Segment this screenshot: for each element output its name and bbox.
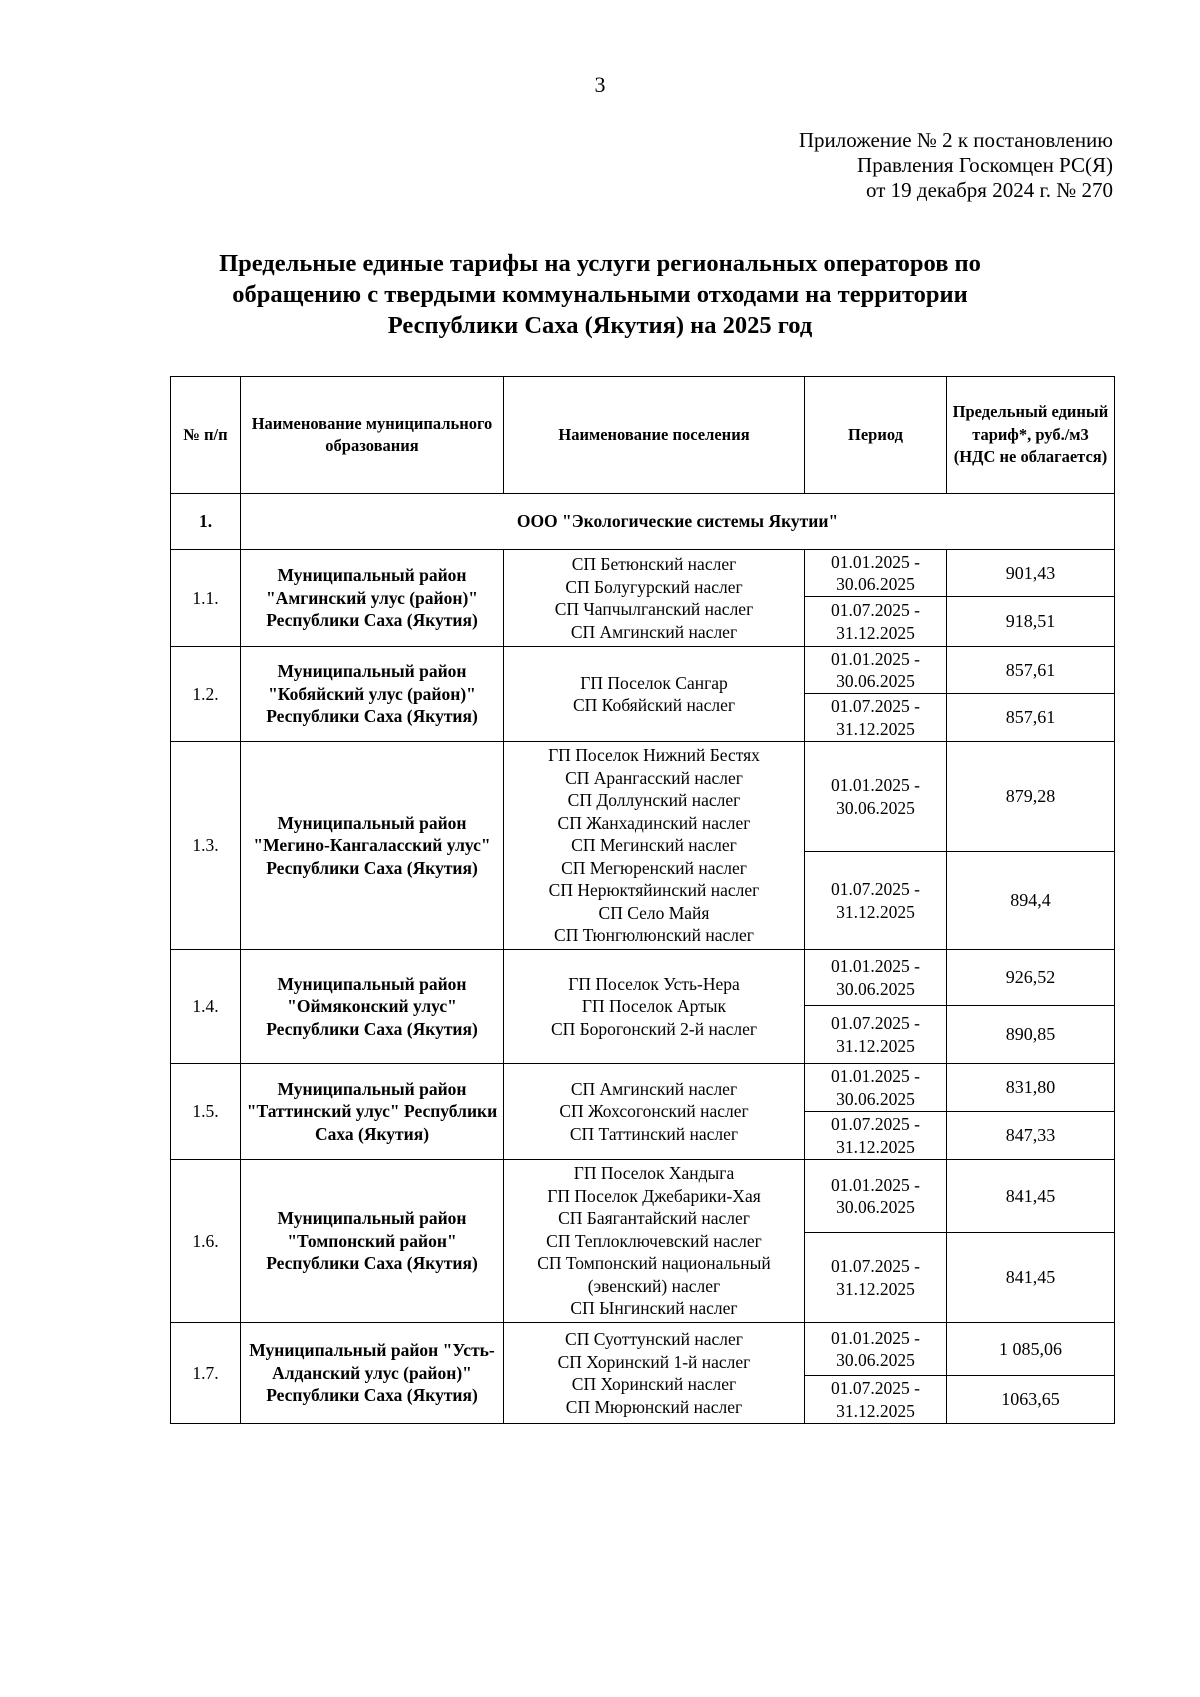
period-range: 01.01.2025 - 30.06.2025 <box>805 1160 947 1233</box>
settlement-item: СП Амгинский наслег <box>570 1078 738 1099</box>
period-range: 01.01.2025 - 30.06.2025 <box>805 1064 947 1112</box>
row-number: 1.3. <box>171 742 241 950</box>
title-line-3: Республики Саха (Якутия) на 2025 год <box>387 312 813 339</box>
settlement-item: СП Нерюктяйинский наслег <box>548 880 760 901</box>
settlement-item: СП Село Майя <box>598 902 710 923</box>
period-range: 01.07.2025 - 31.12.2025 <box>805 694 947 742</box>
document-title <box>120 248 1080 341</box>
table-row <box>171 647 1115 694</box>
settlement-item: СП Кобяйский наслег <box>572 695 736 715</box>
row-number: 1.4. <box>171 950 241 1064</box>
settlement-item: ГП Поселок Нижний Бестях <box>548 745 760 766</box>
header-num: № п/п <box>171 377 241 494</box>
settlement-item: СП Чапчылганский наслег <box>554 599 754 619</box>
settlement-list <box>504 647 805 742</box>
table-row <box>171 550 1115 597</box>
settlement-item: СП Тюнгюлюнский наслег <box>554 925 754 946</box>
period-range: 01.01.2025 - 30.06.2025 <box>805 742 947 852</box>
settlement-item: СП Баягантайский наслег <box>558 1208 750 1229</box>
period-range: 01.07.2025 - 31.12.2025 <box>805 1006 947 1064</box>
settlement-item: СП Мюрюнский наслег <box>565 1396 743 1417</box>
tariff-value: 890,85 <box>947 1006 1115 1064</box>
settlement-item: СП Жохсогонский наслег <box>559 1101 749 1122</box>
municipality-name: Муниципальный район "Усть-Алданский улус (район)" Республики Саха (Якутия) <box>241 1323 504 1424</box>
period-range: 01.07.2025 - 31.12.2025 <box>805 1233 947 1323</box>
municipality-name: Муниципальный район "Мегино-Кангаласский улус" Республики Саха (Якутия) <box>241 742 504 950</box>
municipality-name: Муниципальный район "Томпонский район" Республики Саха (Якутия) <box>241 1160 504 1323</box>
tariff-value: 901,43 <box>947 550 1115 597</box>
table-header-row <box>171 377 1115 494</box>
appendix-line-3: от 19 декабря 2024 г. № 270 <box>866 178 1113 202</box>
settlement-item: СП Хоринский наслег <box>571 1374 737 1394</box>
tariff-value: 879,28 <box>947 742 1115 852</box>
table-row <box>171 1160 1115 1233</box>
settlement-item: СП Жанхадинский наслег <box>557 812 751 833</box>
settlement-item: СП Ынгинский наслег <box>570 1298 738 1319</box>
period-range: 01.01.2025 - 30.06.2025 <box>805 647 947 694</box>
appendix-line-1: Приложение № 2 к постановлению <box>798 128 1113 152</box>
tariff-value: 894,4 <box>947 852 1115 950</box>
table-row <box>171 1323 1115 1376</box>
settlement-item: СП Мегинский наслег <box>571 835 737 856</box>
tariff-value: 841,45 <box>947 1233 1115 1323</box>
settlement-list <box>504 950 805 1064</box>
settlement-item: СП Борогонский 2-й наслег <box>550 1018 758 1039</box>
row-number: 1.2. <box>171 647 241 742</box>
municipality-name: Муниципальный район "Амгинский улус (район)" Республики Саха (Якутия) <box>241 550 504 647</box>
table-row <box>171 1064 1115 1112</box>
settlement-item: ГП Поселок Сангар <box>580 672 728 693</box>
municipality-name: Муниципальный район "Оймяконский улус" Республики Саха (Якутия) <box>241 950 504 1064</box>
header-municipality: Наименование муниципального образования <box>241 377 504 494</box>
period-range: 01.01.2025 - 30.06.2025 <box>805 950 947 1006</box>
tariff-value: 918,51 <box>947 597 1115 647</box>
settlement-item: СП Таттинский наслег <box>569 1123 739 1144</box>
operator-row <box>171 494 1115 550</box>
table-row <box>171 950 1115 1006</box>
row-number: 1.7. <box>171 1323 241 1424</box>
settlement-item: ГП Поселок Усть-Нера <box>568 973 740 994</box>
appendix-reference <box>799 128 1113 203</box>
settlement-item: ГП Поселок Хандыга <box>573 1163 735 1184</box>
settlement-item: ГП Поселок Джебарики-Хая <box>547 1185 761 1206</box>
settlement-item: ГП Поселок Артык <box>581 996 727 1017</box>
settlement-list <box>504 1323 805 1424</box>
period-range: 01.07.2025 - 31.12.2025 <box>805 1112 947 1160</box>
title-line-1: Предельные единые тарифы на услуги региональных операторов по <box>219 250 981 277</box>
title-line-2: обращению с твердыми коммунальными отходами на территории <box>232 281 968 308</box>
operator-num: 1. <box>171 494 241 550</box>
period-range: 01.01.2025 - 30.06.2025 <box>805 550 947 597</box>
settlement-item: СП Арангасский наслег <box>565 767 743 788</box>
tariff-value: 857,61 <box>947 694 1115 742</box>
row-number: 1.1. <box>171 550 241 647</box>
period-range: 01.07.2025 - 31.12.2025 <box>805 852 947 950</box>
table-row <box>171 742 1115 852</box>
header-period: Период <box>805 377 947 494</box>
settlement-list <box>504 550 805 647</box>
tariff-value: 1 085,06 <box>947 1323 1115 1376</box>
appendix-line-2: Правления Госкомцен РС(Я) <box>857 153 1113 177</box>
municipality-name: Муниципальный район "Таттинский улус" Республики Саха (Якутия) <box>241 1064 504 1160</box>
tariff-value: 847,33 <box>947 1112 1115 1160</box>
settlement-item: СП Хоринский 1-й наслег <box>557 1351 751 1372</box>
tariff-value: 831,80 <box>947 1064 1115 1112</box>
settlement-item: СП Томпонский национальный (эвенский) наслег <box>537 1253 771 1296</box>
tariff-value: 926,52 <box>947 950 1115 1006</box>
tariff-table <box>170 376 1115 1424</box>
settlement-item: СП Бетюнский наслег <box>571 554 737 574</box>
operator-name: ООО "Экологические системы Якутии" <box>241 494 1115 550</box>
settlement-list <box>504 742 805 950</box>
settlement-item: СП Мегюренский наслег <box>561 857 747 878</box>
settlement-item: СП Болугурский наслег <box>565 576 743 597</box>
settlement-item: СП Теплоключевский наслег <box>546 1230 762 1251</box>
settlement-item: СП Амгинский наслег <box>570 621 738 642</box>
settlement-item: СП Доллунский наслег <box>567 790 741 811</box>
period-range: 01.07.2025 - 31.12.2025 <box>805 1376 947 1424</box>
tariff-value: 857,61 <box>947 647 1115 694</box>
row-number: 1.6. <box>171 1160 241 1323</box>
header-settlement: Наименование поселения <box>504 377 805 494</box>
period-range: 01.07.2025 - 31.12.2025 <box>805 597 947 647</box>
header-tariff: Предельный единый тариф*, руб./м3 (НДС не облагается) <box>947 377 1115 494</box>
settlement-list <box>504 1160 805 1323</box>
row-number: 1.5. <box>171 1064 241 1160</box>
page-number: 3 <box>594 72 606 97</box>
settlement-list <box>504 1064 805 1160</box>
municipality-name: Муниципальный район "Кобяйский улус (район)" Республики Саха (Якутия) <box>241 647 504 742</box>
period-range: 01.01.2025 - 30.06.2025 <box>805 1323 947 1376</box>
settlement-item: СП Суоттунский наслег <box>565 1329 743 1349</box>
tariff-value: 1063,65 <box>947 1376 1115 1424</box>
tariff-value: 841,45 <box>947 1160 1115 1233</box>
